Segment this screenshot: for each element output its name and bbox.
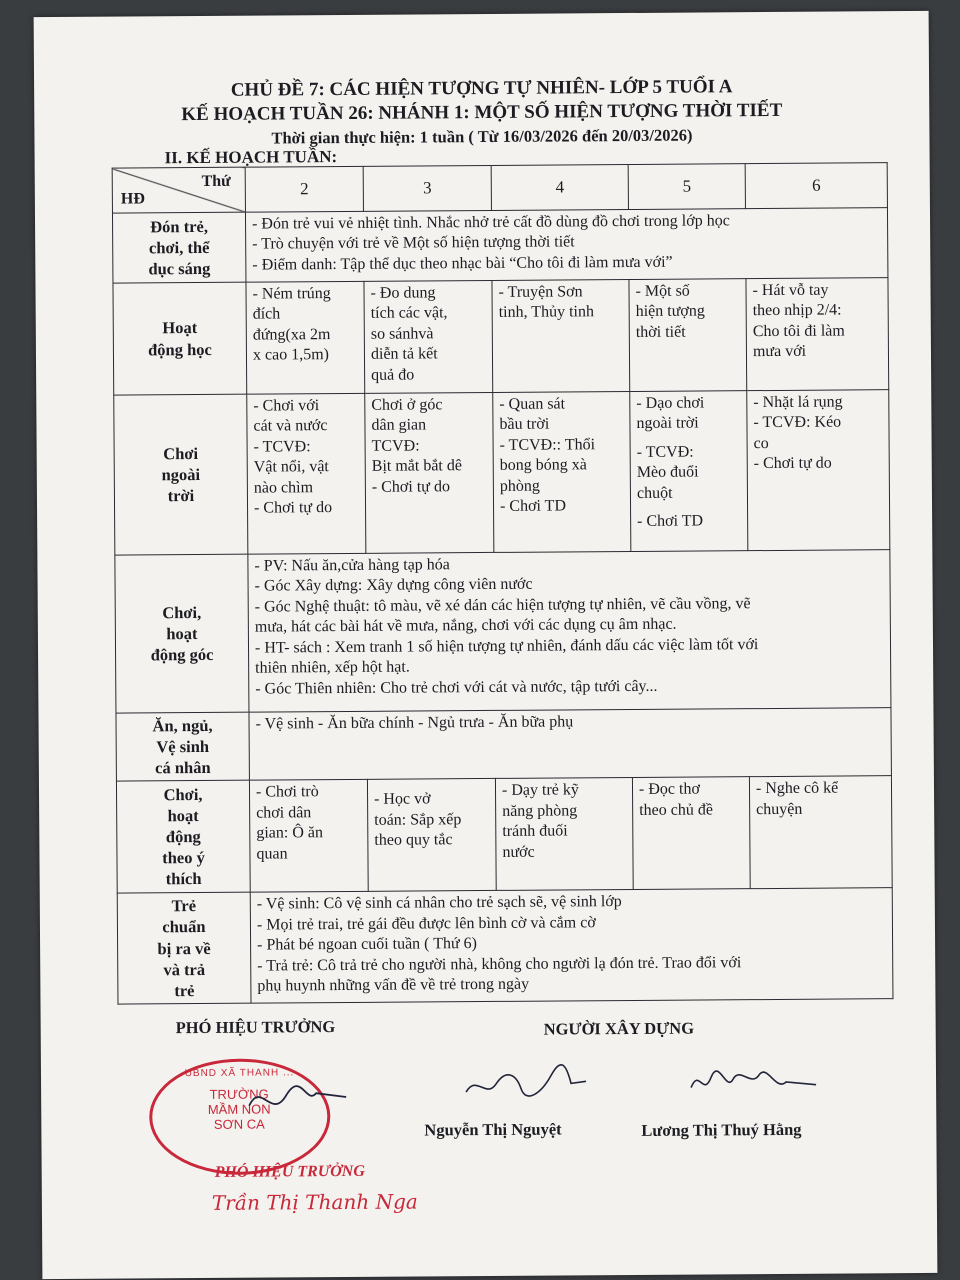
cell-learning-mon: - Ném trúng đích đứng(xa 2m x cao 1,5m)	[246, 281, 365, 394]
row-label-learning: Hoạt động học	[113, 282, 247, 395]
builder-name-1: Nguyễn Thị Nguyệt	[424, 1119, 562, 1140]
cell-outdoor-thu: - Dạo chơi ngoài trời - TCVĐ: Mèo đuổi chuột - Chơi TD	[630, 391, 748, 552]
day-header: 2	[245, 166, 363, 212]
table-row	[116, 776, 892, 893]
day-header: 5	[628, 164, 745, 210]
cell-free-fri: - Nghe cô kể chuyện	[749, 776, 892, 889]
cell-outdoor-fri: - Nhặt lá rụng - TCVĐ: Kéo co - Chơi tự do	[747, 390, 890, 551]
cell-learning-tue: - Đo dung tích các vật, so sánhvà diễn tả kết quả đo	[364, 280, 493, 393]
cell-outdoor-tue: Chơi ở góc dân gian TCVĐ: Bịt mắt bắt dê - Chơi tự do	[365, 392, 494, 553]
school-stamp: UBND XÃ THANH ... TRƯỜNG MẦM NON SƠN CA	[149, 1058, 331, 1175]
cell-free-wed: - Dạy trẻ kỹ năng phòng tránh đuối nước	[495, 778, 633, 891]
row-label-departure: Trẻ chuẩn bị ra về và trả trẻ	[117, 892, 251, 1003]
cell-outdoor-wed: - Quan sát bầu trời - TCVĐ:: Thổi bong bóng xà phòng - Chơi TD	[493, 391, 631, 552]
table-row	[115, 550, 891, 713]
stamp-signer-name: Trần Thị Thanh Nga	[211, 1189, 418, 1215]
signature-hang	[681, 1057, 821, 1103]
section-title: II. KẾ HOẠCH TUẦN:	[164, 147, 338, 168]
day-header: 3	[363, 165, 491, 211]
row-label-morning: Đón trẻ, chơi, thể dục sáng	[112, 212, 245, 283]
signature-vice-principal	[241, 1075, 351, 1126]
stamp-position: PHÓ HIỆU TRƯỞNG	[214, 1162, 365, 1181]
table-header-row	[112, 163, 887, 213]
corner-label-activity: HĐ	[120, 189, 145, 208]
weekly-plan-table	[112, 162, 894, 1004]
row-label-outdoor: Chơi ngoài trời	[114, 394, 248, 555]
cell-learning-fri: - Hát vỗ tay theo nhịp 2/4: Cho tôi đi làm mưa với	[746, 278, 889, 391]
cell-learning-thu: - Một số hiện tượng thời tiết	[629, 279, 747, 392]
row-content-departure: - Vệ sinh: Cô vệ sinh cá nhân cho trẻ sạch sẽ, vệ sinh lớp - Mọi trẻ trai, trẻ gái đều được lên bình cờ và cắm cờ - Phát bé ngoan cuối tuần ( Thứ 6) - Trả trẻ: Cô trả trẻ cho người nhà, không cho người lạ đón trẻ. Trao đổi với phụ huynh những vấn đề về trẻ trong ngày	[250, 888, 893, 1003]
table-row	[114, 390, 890, 555]
vice-principal-title: PHÓ HIỆU TRƯỞNG	[175, 1017, 336, 1038]
day-header: 4	[491, 164, 628, 210]
cell-free-mon: - Chơi trò chơi dân gian: Ô ăn quan	[249, 780, 368, 893]
cell-learning-wed: - Truyện Sơn tinh, Thủy tinh	[492, 279, 630, 392]
table-row	[113, 278, 889, 395]
table-row	[112, 208, 887, 283]
row-content-morning: - Đón trẻ vui vẻ nhiệt tình. Nhắc nhở trẻ cất đồ dùng đồ chơi trong lớp học - Trò chuyện với trẻ về Một số hiện tượng thời tiết - Điểm danh: Tập thể dục theo nhạc bài “Cho tôi đi làm mưa với”	[245, 208, 887, 282]
cell-free-tue: - Học vở toán: Sắp xếp theo quy tắc	[367, 779, 496, 892]
corner-cell	[112, 167, 245, 213]
table-row	[117, 888, 893, 1004]
doc-title-topic: CHỦ ĐỀ 7: CÁC HIỆN TƯỢNG TỰ NHIÊN- LỚP 5 TUỔI A	[230, 76, 733, 101]
row-label-free-play: Chơi, hoạt động theo ý thích	[116, 780, 250, 893]
row-content-meals: - Vệ sinh - Ăn bữa chính - Ngủ trưa - Ăn bữa phụ	[249, 708, 891, 781]
day-header: 6	[745, 163, 887, 209]
builder-name-2: Lương Thị Thuý Hằng	[641, 1119, 802, 1140]
builder-title: NGƯỜI XÂY DỰNG	[543, 1018, 695, 1039]
cell-free-thu: - Đọc thơ theo chủ đề	[632, 777, 750, 890]
row-label-meals: Ăn, ngủ, Vệ sinh cá nhân	[116, 712, 249, 781]
signature-nguyet	[461, 1053, 591, 1104]
table-row	[116, 708, 891, 782]
row-label-corners: Chơi, hoạt động góc	[115, 554, 249, 713]
doc-title-week-plan: KẾ HOẠCH TUẦN 26: NHÁNH 1: MỘT SỐ HIỆN TƯỢNG THỜI TIẾT	[181, 99, 783, 126]
row-content-corners: - PV: Nấu ăn,cửa hàng tạp hóa - Góc Xây dựng: Xây dựng công viên nước - Góc Nghệ thuật: tô màu, vẽ xé dán các hiện tượng tự nhiên, vẽ cầu vồng, vẽ mưa, hát các bài hát về mưa, nắng, chơi với các dụng cụ âm nhạc. - HT- sách : Xem tranh 1 số hiện tượng tự nhiên, đánh dấu các việc làm tốt với thiên nhiên, xếp hột hạt. - Góc Thiên nhiên: Cho trẻ chơi với cát và nước, tập tưới cây...	[248, 550, 891, 712]
corner-label-day: Thứ	[201, 172, 231, 190]
cell-outdoor-mon: - Chơi với cát và nước - TCVĐ: Vật nổi, vật nào chìm - Chơi tự do	[247, 393, 366, 554]
document-page	[34, 11, 938, 1279]
doc-time-range: Thời gian thực hiện: 1 tuần ( Từ 16/03/2026 đến 20/03/2026)	[271, 125, 693, 148]
